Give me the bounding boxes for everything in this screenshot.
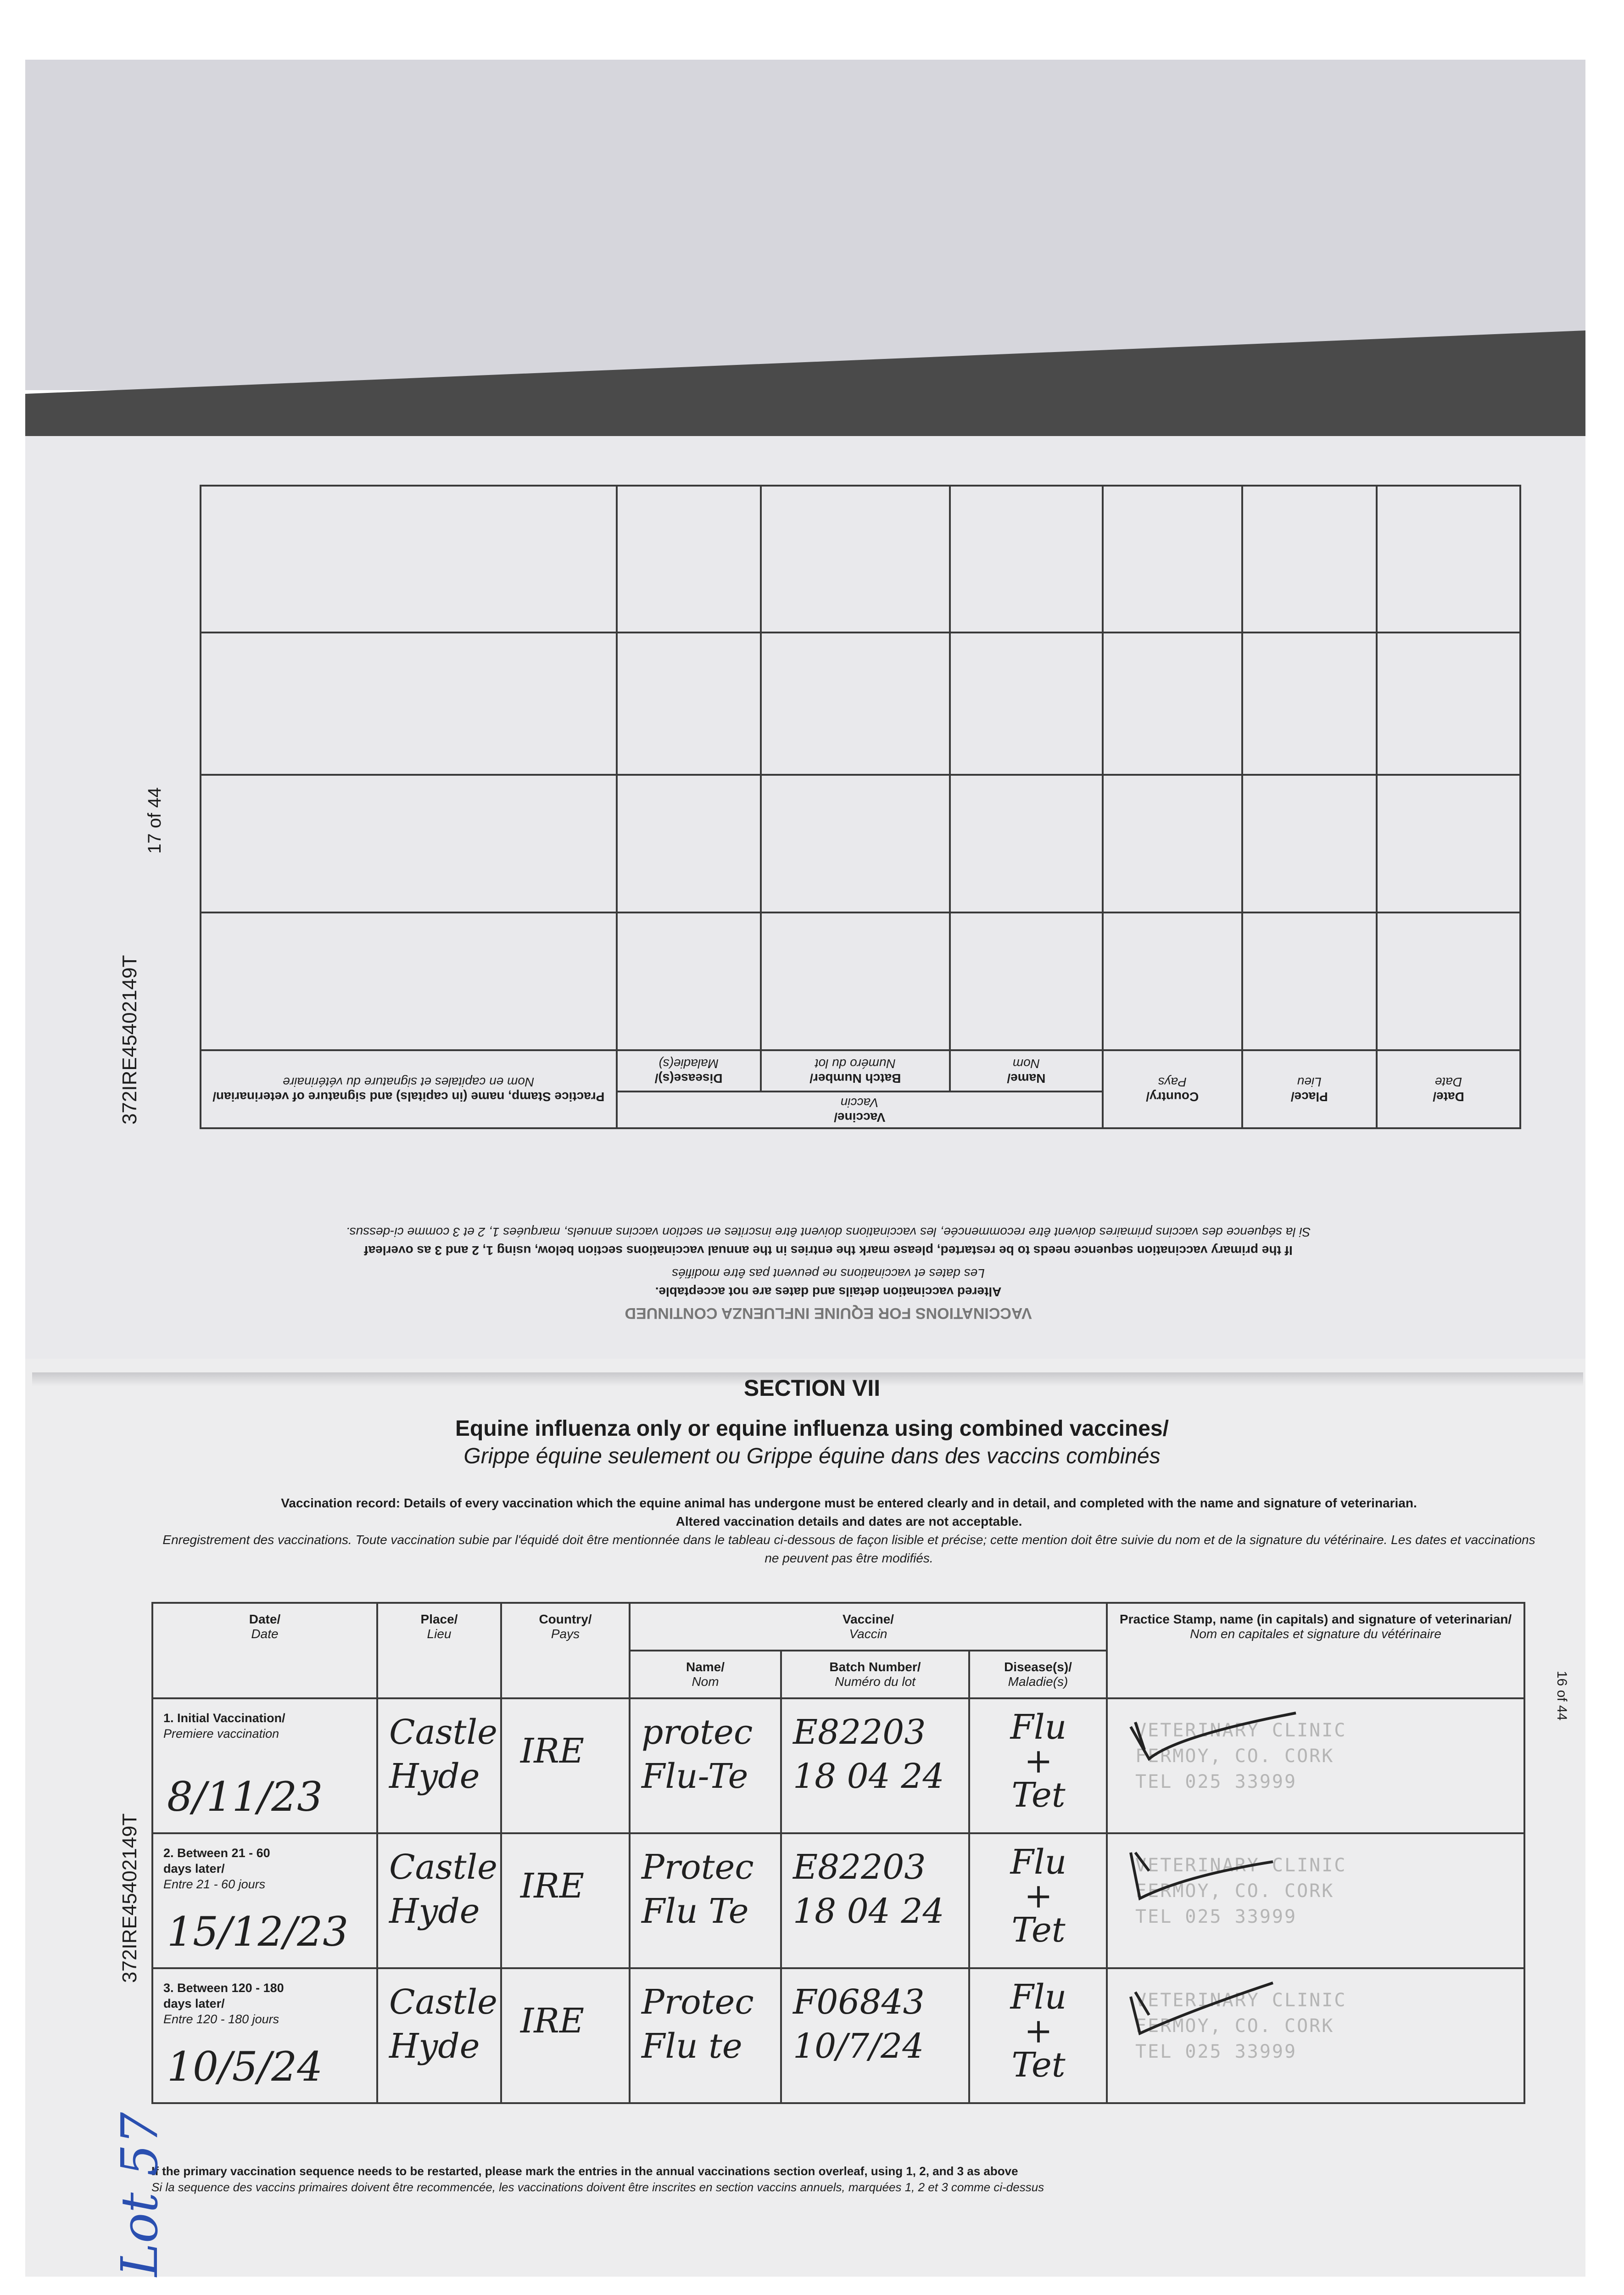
- upper-cell: [761, 912, 950, 1050]
- place-line-2: Hyde: [389, 1892, 480, 1931]
- batch-line-2: 18 04 24: [793, 1757, 944, 1796]
- vaccine-name-line-1: Protec: [642, 1982, 754, 2022]
- header-date: Date/ Date: [152, 1603, 377, 1698]
- header-country: Country/ Pays: [501, 1603, 630, 1698]
- section-title: Equine influenza only or equine influenza using combined vaccines/: [455, 1416, 1169, 1441]
- disease-line-3: Tet: [1011, 2045, 1066, 2085]
- practice-stamp: VETERINARY CLINIC FERMOY, CO. CORK TEL 025 33999: [1135, 1855, 1347, 1927]
- upper-header-country: Country/ Pays: [1103, 1050, 1242, 1128]
- intro-en-1: Vaccination record: Details of every vaccination which the equine animal has undergone must be entered clearly and in detail, and completed with the name and signature of veterinarian.: [281, 1496, 1417, 1510]
- intro-fr: Enregistrement des vaccinations. Toute vaccination subie par l'équidé doit être mentionnée dans le tableau ci-dessous de façon lisible et précise; cette mention doit être suivie du nom et de la signature du vétérinaire. Les dates et vaccinations ne peuvent pas être modifiés.: [162, 1533, 1535, 1565]
- upper-cell: [1377, 775, 1520, 912]
- upper-page-rotated: [25, 404, 1585, 1359]
- upper-cell: [950, 912, 1103, 1050]
- upper-cell: [617, 633, 761, 775]
- vaccine-name-line-1: Protec: [642, 1847, 754, 1887]
- country-value: IRE: [520, 1866, 584, 1906]
- table-row: [152, 1698, 1524, 1833]
- place-line-2: Hyde: [389, 1757, 480, 1796]
- vaccine-name-line-2: Flu Te: [642, 1892, 749, 1931]
- disease-cell: [969, 1698, 1107, 1833]
- upper-cell: [950, 633, 1103, 775]
- name-cell: [630, 1968, 781, 2103]
- date-cell: [152, 1698, 377, 1833]
- place-cell: [377, 1833, 501, 1968]
- upper-note-fr-2: Si la séquence des vaccins primaires doivent être recommencée, les vaccinations doivent être inscrites en section vaccins annuels, marquées 1, 2 et 3 comme ci-dessus.: [346, 1225, 1311, 1239]
- stamp-cell: [1107, 1968, 1524, 2103]
- upper-header-title: VACCINATIONS FOR EQUINE INFLUENZA CONTINUED: [625, 1304, 1032, 1322]
- place-cell: [377, 1968, 501, 2103]
- disease-line-1: Flu: [1010, 1707, 1067, 1747]
- upper-cell: [761, 775, 950, 912]
- signature-mark-icon: [1122, 1978, 1305, 2052]
- upper-header-batch: Batch Number/ Numéro du lot: [761, 1050, 950, 1092]
- row-label: 3. Between 120 - 180 days later/: [163, 1981, 284, 2010]
- upper-cell: [1103, 486, 1242, 633]
- table-row: [152, 1968, 1524, 2103]
- upper-cell: [1242, 912, 1377, 1050]
- upper-passport-id: 372IRE45402149T: [118, 955, 141, 1125]
- upper-cell: [1377, 486, 1520, 633]
- batch-line-2: 18 04 24: [793, 1892, 944, 1931]
- upper-note-en-1: Altered vaccination details and dates are not acceptable.: [655, 1285, 1002, 1299]
- place-line-1: Castle: [389, 1713, 497, 1752]
- upper-header-vaccine: Vaccine/ Vaccin: [617, 1092, 1103, 1128]
- disease-line-2: +: [1024, 1876, 1053, 1916]
- upper-cell: [201, 486, 617, 633]
- stamp-cell: [1107, 1698, 1524, 1833]
- upper-cell: [1242, 775, 1377, 912]
- place-line-1: Castle: [389, 1847, 497, 1887]
- row-label: 2. Between 21 - 60 days later/: [163, 1846, 270, 1875]
- batch-cell: [781, 1968, 969, 2103]
- upper-cell: [1242, 486, 1377, 633]
- upper-page-number: 17 of 44: [145, 787, 165, 854]
- header-vaccine: Vaccine/ Vaccin: [630, 1603, 1107, 1651]
- upper-cell: [1377, 912, 1520, 1050]
- vaccine-name-line-2: Flu-Te: [642, 1757, 748, 1796]
- country-value: IRE: [520, 2001, 584, 2041]
- practice-stamp: VETERINARY CLINIC FERMOY, CO. CORK TEL 025 33999: [1135, 1720, 1347, 1792]
- upper-cell: [201, 775, 617, 912]
- footnote-fr: Si la sequence des vaccins primaires doivent être recommencée, les vaccinations doivent être inscrites en section vaccins annuels, marquées 1, 2 et 3 comme ci-dessus: [151, 2180, 1044, 2194]
- practice-stamp: VETERINARY CLINIC FERMOY, CO. CORK TEL 025 33999: [1135, 1990, 1347, 2062]
- upper-note-fr-1: Les dates et vaccinations ne peuvent pas être modifiés: [672, 1266, 985, 1281]
- upper-vaccination-table: [200, 485, 1521, 1129]
- upper-header-name: Name/ Nom: [950, 1050, 1103, 1092]
- section-number: SECTION VII: [743, 1375, 881, 1401]
- upper-cell: [1103, 912, 1242, 1050]
- disease-line-3: Tet: [1011, 1775, 1066, 1815]
- vaccination-table: [151, 1602, 1525, 2104]
- country-cell: [501, 1698, 630, 1833]
- upper-cell: [617, 775, 761, 912]
- disease-cell: [969, 1968, 1107, 2103]
- disease-line-1: Flu: [1010, 1842, 1067, 1882]
- row-label-fr: Entre 120 - 180 jours: [163, 2012, 279, 2026]
- header-stamp: Practice Stamp, name (in capitals) and signature of veterinarian/ Nom en capitales et signature du vétérinaire: [1107, 1603, 1524, 1698]
- batch-line-2: 10/7/24: [793, 2026, 924, 2066]
- upper-header-date: Date/ Date: [1377, 1050, 1520, 1128]
- vaccination-date: 15/12/23: [167, 1908, 349, 1955]
- vaccination-date: 10/5/24: [167, 2043, 323, 2090]
- batch-line-1: E82203: [793, 1847, 926, 1887]
- upper-note-en-2: If the primary vaccination sequence needs to be restarted, please mark the entries in the annual vaccinations section below, using 1, 2 and 3 as overleaf: [364, 1243, 1293, 1258]
- header-place: Place/ Lieu: [377, 1603, 501, 1698]
- header-name: Name/ Nom: [630, 1651, 781, 1698]
- upper-cell: [950, 775, 1103, 912]
- name-cell: [630, 1698, 781, 1833]
- place-line-1: Castle: [389, 1982, 497, 2022]
- upper-cell: [1377, 633, 1520, 775]
- section-subtitle: Grippe équine seulement ou Grippe équine dans des vaccins combinés: [463, 1444, 1161, 1468]
- upper-cell: [1103, 775, 1242, 912]
- upper-header-place: Place/ Lieu: [1242, 1050, 1377, 1128]
- name-cell: [630, 1833, 781, 1968]
- country-cell: [501, 1968, 630, 2103]
- lower-page-number: 16 of 44: [1554, 1671, 1569, 1721]
- upper-cell: [950, 486, 1103, 633]
- upper-header-disease: Disease(s)/ Maladie(s): [617, 1050, 761, 1092]
- date-cell: [152, 1833, 377, 1968]
- table-row: [152, 1833, 1524, 1968]
- signature-mark-icon: [1122, 1708, 1305, 1773]
- upper-cell: [201, 912, 617, 1050]
- disease-line-2: +: [1024, 1741, 1053, 1781]
- vaccine-name-line-1: protec: [642, 1713, 753, 1752]
- vaccine-name-line-2: Flu te: [642, 2026, 742, 2066]
- disease-line-1: Flu: [1010, 1977, 1067, 2017]
- row-label: 1. Initial Vaccination/: [163, 1711, 285, 1725]
- upper-cell: [761, 633, 950, 775]
- batch-line-1: F06843: [793, 1982, 925, 2022]
- lower-passport-id: 372IRE45402149T: [118, 1813, 141, 1983]
- stamp-cell: [1107, 1833, 1524, 1968]
- vaccination-date: 8/11/23: [167, 1773, 323, 1820]
- batch-cell: [781, 1833, 969, 1968]
- place-cell: [377, 1698, 501, 1833]
- upper-header-stamp: Practice Stamp, name (in capitals) and signature of veterinarian/ Nom en capitales et signature du vétérinaire: [201, 1050, 617, 1128]
- section-intro: [156, 1494, 1542, 1567]
- upper-cell: [761, 486, 950, 633]
- header-disease: Disease(s)/ Maladie(s): [969, 1651, 1107, 1698]
- disease-line-2: +: [1024, 2011, 1053, 2051]
- country-value: IRE: [520, 1731, 584, 1771]
- header-batch: Batch Number/ Numéro du lot: [781, 1651, 969, 1698]
- batch-cell: [781, 1698, 969, 1833]
- date-cell: [152, 1968, 377, 2103]
- disease-cell: [969, 1833, 1107, 1968]
- row-label-fr: Premiere vaccination: [163, 1727, 279, 1741]
- signature-mark-icon: [1122, 1843, 1305, 1917]
- footnote-en: If the primary vaccination sequence needs to be restarted, please mark the entries in the annual vaccinations section overleaf, using 1, 2, and 3 as above: [151, 2164, 1018, 2178]
- upper-cell: [1242, 633, 1377, 775]
- upper-cell: [1103, 633, 1242, 775]
- lot-number-note: Lot 57: [110, 2112, 169, 2277]
- upper-cell: [617, 912, 761, 1050]
- intro-en-2: Altered vaccination details and dates are not acceptable.: [675, 1514, 1022, 1528]
- row-label-fr: Entre 21 - 60 jours: [163, 1877, 266, 1891]
- batch-line-1: E82203: [793, 1713, 926, 1752]
- place-line-2: Hyde: [389, 2026, 480, 2066]
- upper-cell: [201, 633, 617, 775]
- upper-cell: [617, 486, 761, 633]
- disease-line-3: Tet: [1011, 1910, 1066, 1950]
- country-cell: [501, 1833, 630, 1968]
